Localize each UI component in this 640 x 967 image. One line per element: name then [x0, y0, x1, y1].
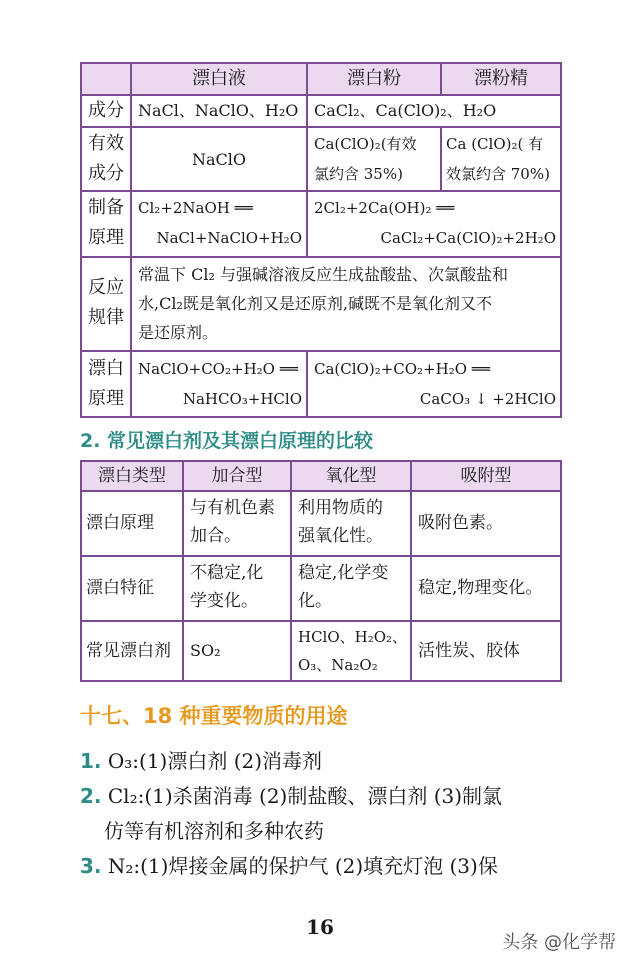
table1-vline-3b: [440, 126, 442, 190]
t2-r3-c2-line1: HClO、H₂O₂、: [298, 628, 408, 646]
t2-r1-label: 漂白原理: [86, 513, 154, 533]
t2-r3-c2-line2: O₃、Na₂O₂: [298, 656, 378, 674]
watermark: 头条 @化学帮: [502, 932, 616, 953]
row-label-bleach-1: 漂白: [88, 358, 124, 379]
use-item-2-text: Cl₂:(1)杀菌消毒 (2)制盐酸、漂白剂 (3)制氯: [107, 784, 503, 808]
row-label-composition: 成分: [88, 100, 124, 121]
effective-liquid: NaClO: [191, 150, 246, 169]
t2-r2-c1-line2: 学变化。: [190, 591, 258, 611]
t2-r2-label: 漂白特征: [86, 578, 154, 598]
preparation-powder-2: CaCl₂+Ca(ClO)₂+2H₂O: [380, 229, 556, 247]
rule-text-2: 水,Cl₂既是氧化剂又是还原剂,碱既不是氧化剂又不: [138, 294, 492, 313]
t2-r3-c1-line1: SO₂: [190, 641, 221, 660]
effective-essence-2: 效氯约含 70%): [446, 165, 550, 183]
section17-title: 十七、18 种重要物质的用途: [80, 704, 348, 728]
table2-header-adsorption: 吸附型: [460, 466, 512, 486]
preparation-powder-1: 2Cl₂+2Ca(OH)₂ ══: [314, 199, 455, 217]
bleach-liquid-1: NaClO+CO₂+H₂O ══: [138, 360, 298, 378]
effective-powder-1: Ca(ClO)₂(有效: [314, 135, 417, 153]
use-item-3: [80, 849, 580, 884]
effective-powder-2: 氯约含 35%): [314, 165, 403, 183]
table2-hline-2: [80, 555, 562, 557]
use-item-2: [80, 779, 580, 814]
use-item-2-cont: 仿等有机溶剂和多种农药: [104, 819, 324, 843]
page-number: 16: [306, 915, 334, 939]
composition-liquid: NaCl、NaClO、H₂O: [138, 101, 299, 120]
table1-hline-5: [80, 350, 562, 352]
row-label-rule-2: 规律: [88, 307, 124, 328]
row-label-effective-2: 成分: [88, 163, 124, 184]
table2-header-oxidation: 氧化型: [325, 466, 377, 486]
use-item-1: [80, 744, 580, 779]
t2-r3-c3: 活性炭、胶体: [418, 641, 520, 661]
row-label-bleach-2: 原理: [88, 388, 124, 409]
row-label-rule-1: 反应: [88, 277, 124, 298]
t2-r2-c3: 稳定,物理变化。: [418, 578, 543, 598]
table2-header-addition: 加合型: [211, 466, 263, 486]
table1-header-essence: 漂粉精: [474, 68, 528, 89]
section2-title: 2. 常见漂白剂及其漂白原理的比较: [80, 430, 374, 452]
table2-vline-3: [410, 460, 412, 682]
table2-hline-3: [80, 620, 562, 622]
table2-vline-1: [182, 460, 184, 682]
table1-hline-3: [80, 190, 562, 192]
row-label-preparation-1: 制备: [88, 197, 124, 218]
table2-hline-1: [80, 490, 562, 492]
t2-r1-c3: 吸附色素。: [418, 513, 503, 533]
t2-r1-c1-line2: 加合。: [190, 526, 241, 546]
table2-header-type: 漂白类型: [98, 466, 166, 486]
use-item-3-text: N₂:(1)焊接金属的保护气 (2)填充灯泡 (3)保: [107, 854, 498, 878]
bleach-powder-2: CaCO₃ ↓ +2HClO: [419, 390, 556, 408]
bleach-powder-1: Ca(ClO)₂+CO₂+H₂O ══: [314, 360, 490, 378]
preparation-liquid-2: NaCl+NaClO+H₂O: [156, 229, 302, 247]
table1-header-powder: 漂白粉: [347, 68, 401, 89]
table1-header-liquid: 漂白液: [192, 68, 246, 89]
rule-text-1: 常温下 Cl₂ 与强碱溶液反应生成盐酸盐、次氯酸盐和: [138, 265, 508, 284]
preparation-liquid-1: Cl₂+2NaOH ══: [138, 199, 253, 217]
t2-r1-c2-line2: 强氧化性。: [298, 526, 383, 546]
row-label-effective-1: 有效: [88, 133, 124, 154]
use-item-2-num: 2.: [80, 784, 102, 808]
use-item-1-num: 1.: [80, 749, 102, 773]
table2-vline-2: [290, 460, 292, 682]
t2-r1-c2-line1: 利用物质的: [298, 498, 383, 518]
t2-r2-c1-line1: 不稳定,化: [190, 563, 264, 583]
rule-text-3: 是还原剂。: [138, 323, 219, 342]
t2-r2-c2-line2: 化。: [298, 591, 332, 611]
row-label-preparation-2: 原理: [88, 227, 124, 248]
t2-r1-c1-line1: 与有机色素: [190, 498, 275, 518]
effective-essence-1: Ca (ClO)₂( 有: [446, 135, 544, 153]
composition-powder: CaCl₂、Ca(ClO)₂、H₂O: [314, 101, 497, 120]
use-item-1-text: O₃:(1)漂白剂 (2)消毒剂: [107, 749, 323, 773]
use-item-3-num: 3.: [80, 854, 102, 878]
bleach-liquid-2: NaHCO₃+HClO: [182, 390, 302, 408]
t2-r2-c2-line1: 稳定,化学变: [298, 563, 389, 583]
t2-r3-label: 常见漂白剂: [86, 641, 171, 661]
table1-hline-2: [80, 126, 562, 128]
